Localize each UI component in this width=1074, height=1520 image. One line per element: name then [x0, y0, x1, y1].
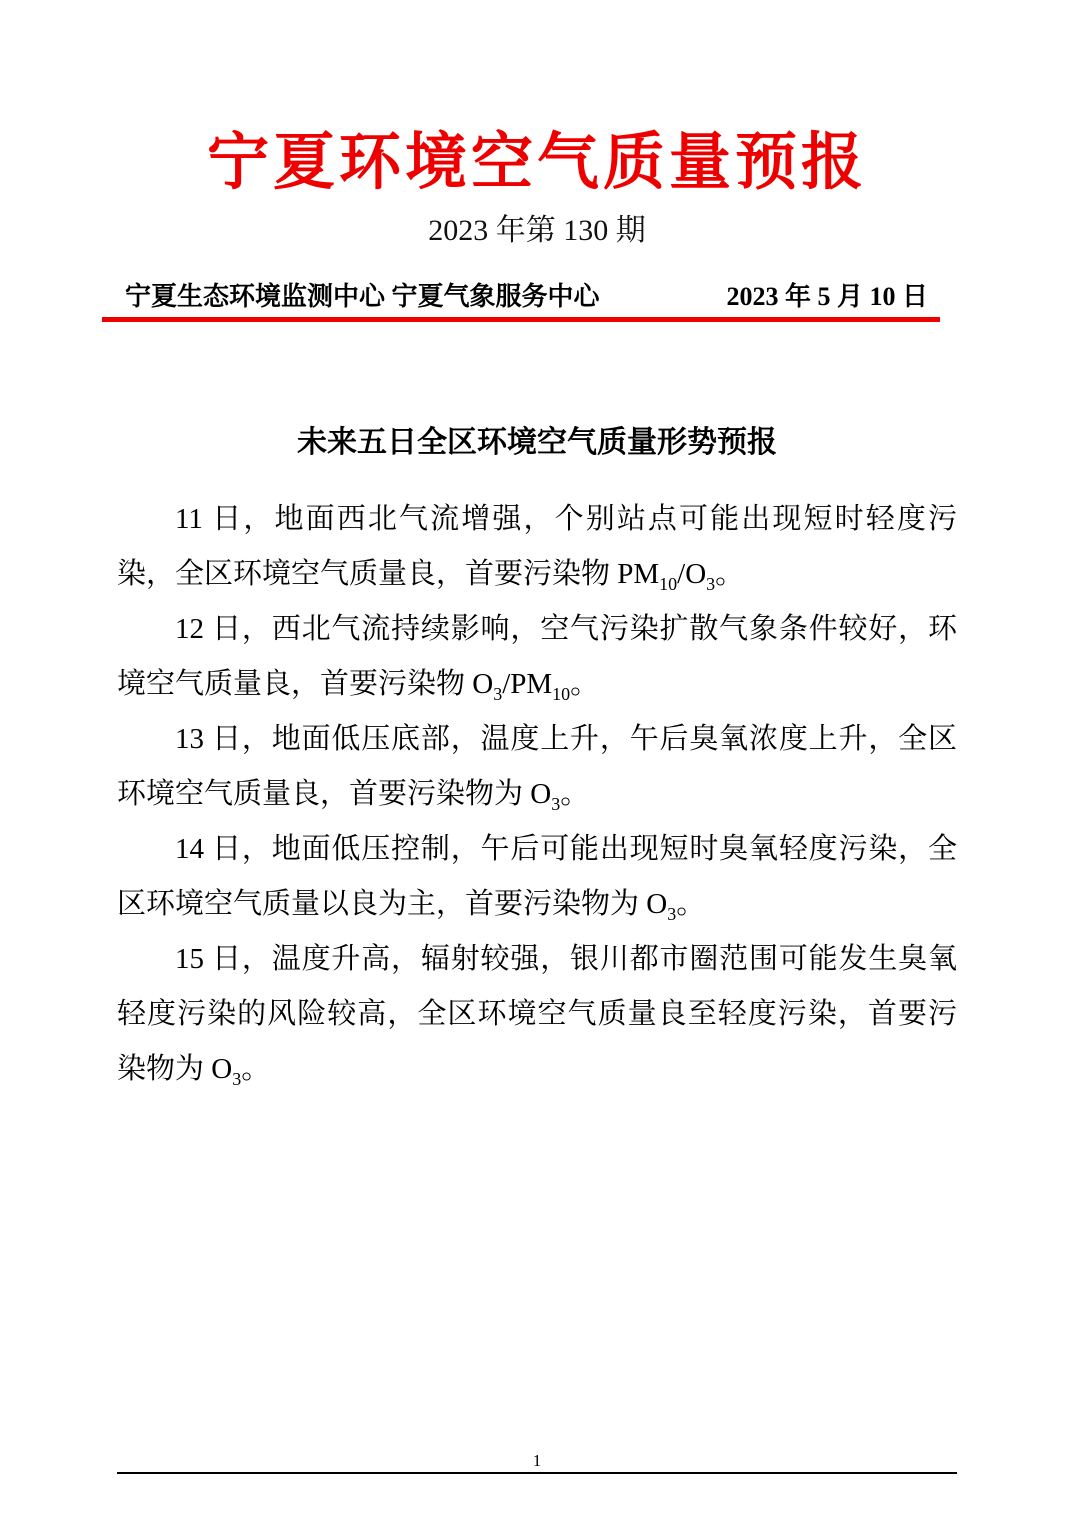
paragraph-text: 14 日，地面低压控制，午后可能出现短时臭氧轻度污染，全区环境空气质量以良为主，首要污染物为 O	[117, 833, 957, 920]
pollutant-subscript: 3	[706, 573, 716, 594]
page-number: 1	[532, 1451, 542, 1470]
paragraph-text: 。	[570, 668, 600, 700]
page-footer	[117, 1451, 957, 1474]
pollutant-subscript: 3	[667, 903, 677, 924]
paragraph-text: 15 日，温度升高，辐射较强，银川都市圈范围可能发生臭氧轻度污染的风险较高，全区环境空气质量良至轻度污染，首要污染物为 O	[117, 943, 957, 1085]
paragraph-text: 11 日，地面西北气流增强，个别站点可能出现短时轻度污染，全区环境空气质量良，首要污染物 PM	[117, 503, 957, 590]
paragraph-text: 。	[241, 1053, 271, 1085]
forecast-paragraph	[117, 932, 957, 1097]
pollutant-subscript: 10	[552, 683, 571, 704]
paragraph-text: 12 日，西北气流持续影响，空气污染扩散气象条件较好，环境空气质量良，首要污染物 O	[117, 613, 957, 700]
paragraph-text: 13 日，地面低压底部，温度上升，午后臭氧浓度上升，全区环境空气质量良，首要污染物为 O	[117, 723, 957, 810]
pollutant-subscript: 10	[659, 573, 678, 594]
paragraph-text: 。	[715, 558, 745, 590]
issuing-agencies: 宁夏生态环境监测中心 宁夏气象服务中心	[125, 282, 600, 311]
forecast-paragraph	[117, 492, 957, 602]
red-divider-line	[102, 317, 940, 322]
document-title: 宁夏环境空气质量预报	[206, 129, 867, 197]
pollutant-subscript: 3	[232, 1068, 242, 1089]
paragraph-text: /PM	[502, 668, 553, 700]
forecast-paragraph	[117, 822, 957, 932]
forecast-paragraph	[117, 602, 957, 712]
masthead	[117, 276, 957, 313]
section-heading: 未来五日全区环境空气质量形势预报	[297, 426, 777, 459]
paragraph-text: 。	[676, 888, 706, 920]
footer-divider-line	[117, 1472, 957, 1474]
pollutant-subscript: 3	[551, 793, 561, 814]
paragraph-text: 。	[560, 778, 590, 810]
paragraph-text: /O	[677, 558, 707, 590]
forecast-paragraphs	[117, 492, 957, 1097]
forecast-paragraph	[117, 712, 957, 822]
issue-number: 2023 年第 130 期	[428, 214, 646, 247]
pollutant-subscript: 3	[493, 683, 503, 704]
issue-date: 2023 年 5 月 10 日	[726, 282, 928, 311]
